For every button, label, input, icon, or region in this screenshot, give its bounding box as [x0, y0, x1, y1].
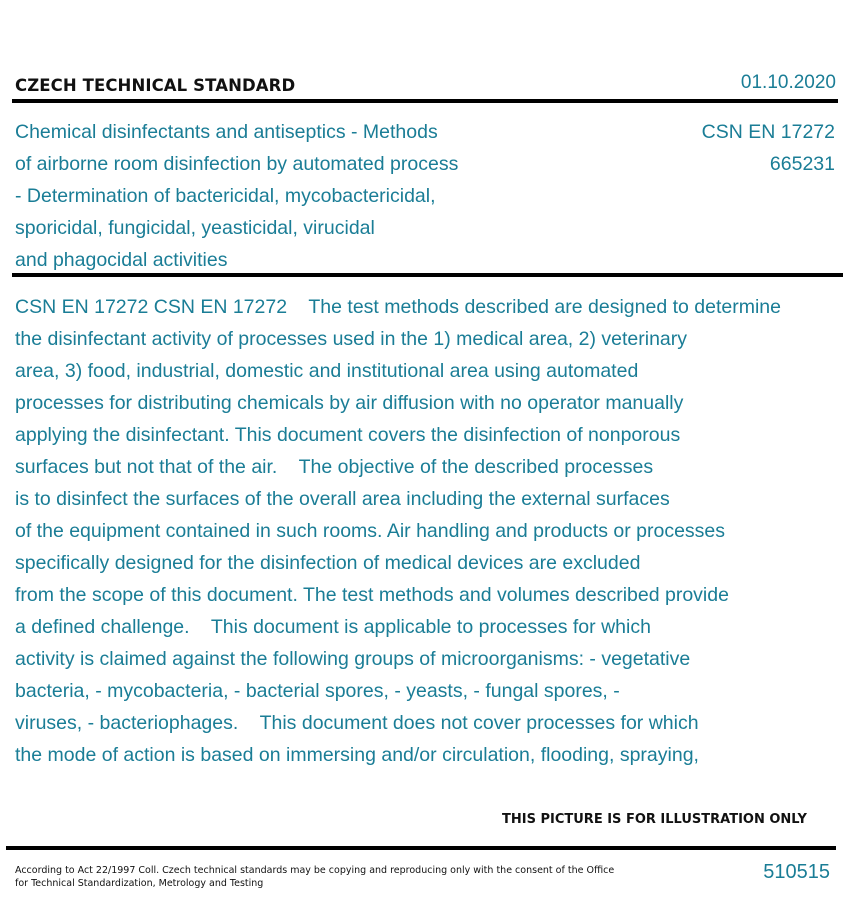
abstract-line: a defined challenge. This document is applicable to processes for which	[15, 616, 651, 638]
issue-date: 01.10.2020	[740, 72, 836, 93]
abstract-line: activity is claimed against the following groups of microorganisms: - vegetative	[15, 648, 691, 670]
abstract-line: specifically designed for the disinfection of medical devices are excluded	[15, 552, 641, 574]
footer-code: 510515	[763, 861, 830, 883]
header-divider	[12, 99, 838, 103]
legal-notice	[15, 864, 614, 890]
abstract-line: viruses, - bacteriophages. This document does not cover processes for which	[15, 712, 699, 734]
standard-title	[15, 116, 535, 276]
abstract-line: applying the disinfectant. This document covers the disinfection of nonporous	[15, 424, 681, 446]
abstract-line: is to disinfect the surfaces of the overall area including the external surfaces	[15, 488, 670, 510]
legal-notice-line: According to Act 22/1997 Coll. Czech technical standards may be copying and reproducing only with the consent of the Office	[15, 865, 615, 876]
title-line: Chemical disinfectants and antiseptics - Methods	[15, 121, 438, 143]
standard-abstract	[15, 291, 865, 771]
legal-notice-line: for Technical Standardization, Metrology and Testing	[15, 878, 264, 889]
footer-divider	[6, 846, 836, 850]
abstract-line: surfaces but not that of the air. The objective of the described processes	[15, 456, 654, 478]
abstract-line: CSN EN 17272 CSN EN 17272 The test methods described are designed to determine	[15, 296, 781, 318]
abstract-line: area, 3) food, industrial, domestic and institutional area using automated	[15, 360, 639, 382]
abstract-line: from the scope of this document. The test methods and volumes described provide	[15, 584, 729, 606]
title-line: - Determination of bactericidal, mycobactericidal,	[15, 185, 436, 207]
class-number: 665231	[769, 153, 835, 175]
abstract-line: of the equipment contained in such rooms. Air handling and products or processes	[15, 520, 726, 542]
abstract-line: bacteria, - mycobacteria, - bacterial spores, - yeasts, - fungal spores, -	[15, 680, 620, 702]
standard-code: CSN EN 17272	[701, 121, 835, 143]
abstract-line: processes for distributing chemicals by air diffusion with no operator manually	[15, 392, 684, 414]
abstract-line: the disinfectant activity of processes used in the 1) medical area, 2) veterinary	[15, 328, 687, 350]
abstract-line: the mode of action is based on immersing and/or circulation, flooding, spraying,	[15, 744, 699, 766]
title-line: and phagocidal activities	[15, 249, 228, 271]
standard-identifier	[702, 116, 835, 180]
title-line: sporicidal, fungicidal, yeasticidal, virucidal	[15, 217, 375, 239]
illustration-disclaimer: THIS PICTURE IS FOR ILLUSTRATION ONLY	[502, 812, 807, 827]
title-divider	[12, 273, 843, 277]
title-line: of airborne room disinfection by automated process	[15, 153, 459, 175]
standard-type-label: CZECH TECHNICAL STANDARD	[15, 76, 296, 95]
